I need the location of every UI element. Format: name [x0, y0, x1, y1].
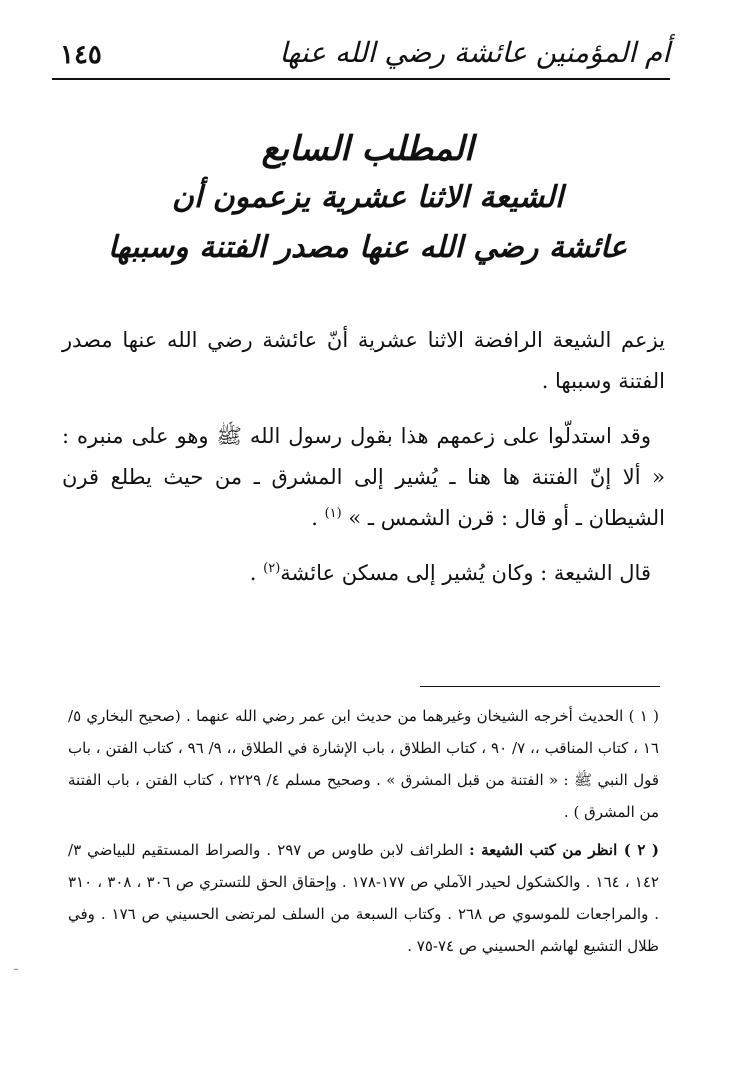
footnote-ref-2[interactable]: (٢): [263, 561, 281, 576]
footnote-ref-1[interactable]: (١): [324, 506, 342, 521]
footnote-2-text: الطرائف لابن طاوس ص ٢٩٧ . والصراط المستقيم للبياضي ٣/ ١٤٢ ، ١٦٤ . والكشكول لحيدر الآملي ص ١٧٧-١٧٨ . وإحقاق الحق للتستري ص ٣٠٦ ، ٣٠٨ ، ٣١٠ . والمراجعات للموسوي ص ٢٦٨ . وكتاب السبعة من السلف لمرتضى الحسيني ص ١٧٦ . وفي ظلال التشيع لهاشم الحسيني ص ٧٤-٧٥ .: [68, 841, 659, 955]
heading-line-1: المطلب السابع: [261, 129, 474, 169]
header-rule: [52, 78, 670, 80]
page-number: ١٤٥: [60, 40, 102, 70]
paragraph-1-text: يزعم الشيعة الرافضة الاثنا عشرية أنّ عائشة رضي الله عنها مصدر الفتنة وسببها .: [62, 328, 665, 393]
paragraph-1: [62, 320, 665, 402]
footnote-separator: [420, 686, 660, 687]
footnotes: [68, 700, 659, 968]
footnote-2: [68, 834, 659, 962]
running-header: [52, 28, 670, 80]
heading-line-3: عائشة رضي الله عنها مصدر الفتنة وسببها: [107, 230, 628, 265]
footnote-2-label: ( ٢ ) انظر من كتب الشيعة :: [469, 841, 659, 859]
section-heading: [0, 125, 735, 273]
body-text: [62, 320, 665, 608]
paragraph-2-end: .: [311, 506, 325, 530]
paragraph-2: [62, 416, 665, 539]
margin-mark: ـ: [14, 958, 19, 974]
header-title: أم المؤمنين عائشة رضي الله عنها: [279, 36, 670, 69]
paragraph-2-text: وقد استدلّوا على زعمهم هذا بقول رسول الله ﷺ وهو على منبره : « ألا إنّ الفتنة ها هنا ـ يُشير إلى المشرق ـ من حيث يطلع قرن الشيطان ـ أو قال : قرن الشمس ـ »: [62, 424, 665, 530]
paragraph-3: [62, 553, 665, 594]
paragraph-3-text: قال الشيعة : وكان يُشير إلى مسكن عائشة: [280, 561, 651, 585]
paragraph-3-end: .: [249, 561, 264, 585]
heading-line-2: الشيعة الاثنا عشرية يزعمون أن: [171, 180, 564, 215]
footnote-1: ( ١ ) الحديث أخرجه الشيخان وغيرهما من حديث ابن عمر رضي الله عنهما . (صحيح البخاري ٥/ ١٦ ، كتاب المناقب ،، ٧/ ٩٠ ، كتاب الطلاق ، باب الإشارة في الطلاق ،، ٩/ ٩٦ ، كتاب الفتن ، باب قول النبي ﷺ : « الفتنة من قبل المشرق » . وصحيح مسلم ٤/ ٢٢٢٩ ، كتاب الفتن ، باب الفتنة من المشرق ) .: [68, 707, 660, 821]
